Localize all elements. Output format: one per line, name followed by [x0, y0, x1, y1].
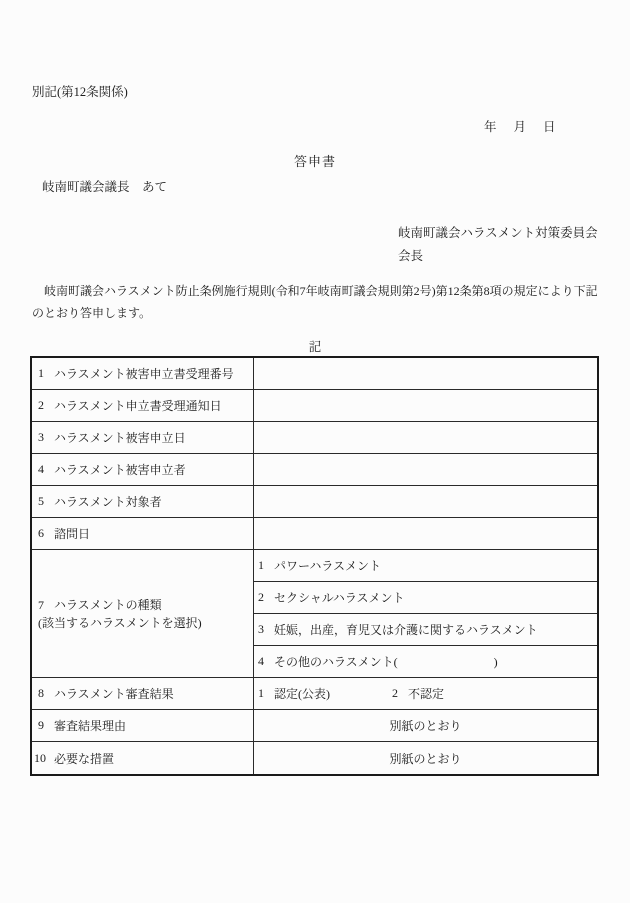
- row-label-text: ハラスメントの種類: [54, 597, 162, 612]
- option-label: 妊娠，出産，育児又は介護に関するハラスメント: [274, 623, 538, 637]
- sender-role: 会長: [398, 249, 424, 263]
- row-label-text: ハラスメント対象者: [54, 495, 162, 509]
- row-label: [32, 678, 253, 709]
- row-label: [32, 358, 253, 389]
- row-number: 4: [38, 462, 44, 476]
- body-paragraph: 岐南町議会ハラスメント防止条例施行規則(令和7年岐南町議会規則第2号)第12条第8項の規定により下記のとおり答申します。: [32, 284, 598, 320]
- row-number: 7: [38, 597, 44, 612]
- table-row-harassment-types: [32, 550, 597, 678]
- option-label: 不認定: [408, 687, 445, 701]
- row-number: 3: [38, 430, 44, 444]
- harassment-type-option: [254, 614, 597, 646]
- table-row: [32, 710, 597, 742]
- row-label: [32, 486, 253, 517]
- row-label-line2: (該当するハラスメントを選択): [38, 615, 202, 630]
- table-row: [32, 390, 597, 422]
- row-value-cell: [253, 422, 597, 453]
- row-number: 8: [38, 686, 44, 700]
- option-label: 認定(公表): [274, 687, 330, 701]
- table-row: [32, 486, 597, 518]
- option-number: 2: [392, 686, 398, 700]
- table-row: [32, 518, 597, 550]
- date-year-label: 年: [484, 120, 497, 134]
- appendix-note: 別記(第12条関係): [32, 85, 128, 99]
- row-number: 1: [38, 366, 44, 380]
- row-value-cell: 別紙のとおり: [253, 710, 597, 741]
- row-label: [32, 422, 253, 453]
- row-label: [32, 550, 253, 677]
- answer-form-table: [30, 356, 599, 776]
- option-number: 2: [258, 590, 264, 604]
- row-label-text: 必要な措置: [54, 751, 115, 766]
- table-row: [32, 742, 597, 774]
- row-number: 10: [34, 750, 46, 765]
- table-row: [32, 422, 597, 454]
- row-value-cell: [253, 486, 597, 517]
- row-number: 5: [38, 494, 44, 508]
- row-label-text: ハラスメント審査結果: [54, 687, 174, 701]
- row-label: [32, 454, 253, 485]
- row-value-cell: [253, 678, 597, 709]
- date-month-label: 月: [513, 120, 527, 134]
- sender-organization: 岐南町議会ハラスメント対策委員会: [398, 226, 598, 240]
- addressee-line: 岐南町議会議長 あて: [42, 180, 168, 194]
- row-value-cell: [253, 358, 597, 389]
- date-line: [484, 117, 556, 135]
- option-number: 3: [258, 622, 264, 636]
- option-label: その他のハラスメント( ): [274, 655, 498, 669]
- option-label: セクシャルハラスメント: [274, 591, 405, 605]
- sender-block: [398, 222, 598, 268]
- row-label: [32, 742, 253, 774]
- row-value-cell: [253, 518, 597, 549]
- row-value-cell: [253, 454, 597, 485]
- row-label-text: ハラスメント被害申立書受理番号: [54, 367, 234, 381]
- option-label: パワーハラスメント: [274, 559, 382, 573]
- row-number: 2: [38, 398, 44, 412]
- table-row: [32, 454, 597, 486]
- harassment-type-option: [254, 550, 597, 582]
- table-row: [32, 358, 597, 390]
- row-label: [32, 518, 253, 549]
- row-value-cell: 別紙のとおり: [253, 742, 597, 774]
- table-row-review-result: [32, 678, 597, 710]
- harassment-type-option: [254, 646, 597, 677]
- row-label-text: ハラスメント被害申立者: [54, 463, 186, 477]
- row-number: 9: [38, 718, 44, 732]
- option-number: 1: [258, 686, 264, 700]
- row-label: [32, 710, 253, 741]
- row-label-text: 審査結果理由: [54, 719, 127, 733]
- option-number: 1: [258, 558, 264, 572]
- row-label-text: 諮問日: [54, 527, 91, 541]
- document-title: 答申書: [293, 154, 336, 169]
- row-value-cell: [253, 390, 597, 421]
- row-label-line1: [34, 596, 202, 614]
- row-label-text: ハラスメント被害申立日: [54, 431, 186, 445]
- row-label: [32, 390, 253, 421]
- ki-heading: 記: [308, 340, 322, 354]
- harassment-type-options: [253, 550, 597, 677]
- row-label-text: ハラスメント申立書受理通知日: [54, 399, 222, 413]
- row-number: 6: [38, 526, 44, 540]
- date-day-label: 日: [543, 120, 556, 134]
- harassment-type-option: [254, 582, 597, 614]
- option-number: 4: [258, 654, 264, 668]
